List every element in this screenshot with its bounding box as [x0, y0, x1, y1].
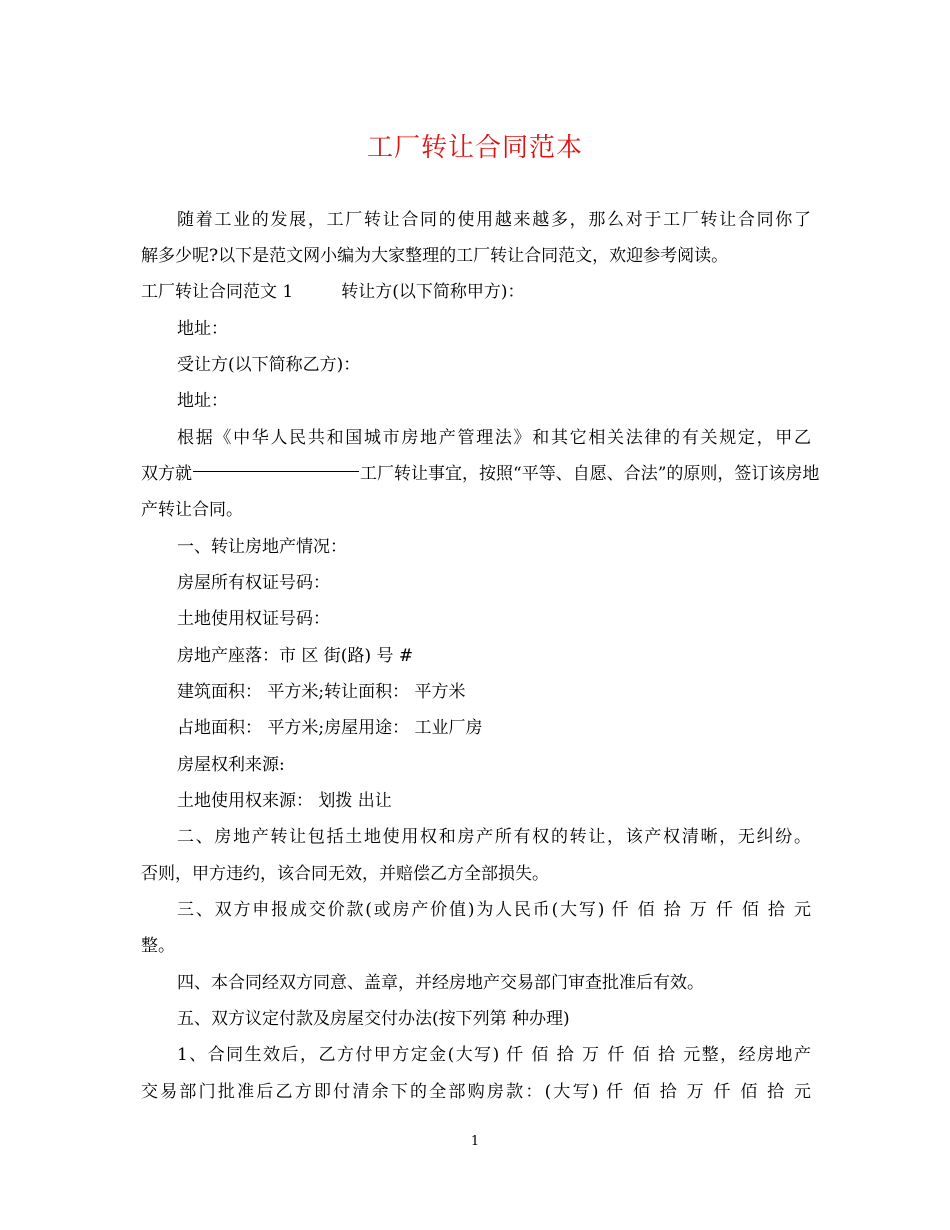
transferee-label: 受让方(以下简称乙方)：	[177, 355, 361, 375]
basis-line-2	[141, 461, 819, 487]
document-title: 工厂转让合同范本	[366, 133, 583, 163]
basis-line-1: 根据《中华人民共和国城市房地产管理法》和其它相关法律的有关规定，甲乙	[177, 428, 811, 448]
house-source-field: 房屋权利来源:	[177, 755, 285, 775]
basis-line-3: 产转让合同。	[141, 500, 243, 520]
location-field: 房地产座落：市 区 街(路) 号 #	[177, 646, 414, 666]
section-1-heading: 一、转让房地产情况：	[177, 537, 347, 557]
page-number: 1	[470, 1134, 480, 1149]
house-cert-field: 房屋所有权证号码：	[177, 573, 330, 593]
section-2-line-1: 二、房地产转让包括土地使用权和房产所有权的转让，该产权清晰，无纠纷。	[177, 827, 811, 847]
land-source-field: 土地使用权来源： 划拨 出让	[177, 791, 392, 811]
blank-underline	[193, 471, 359, 472]
address-label-2: 地址：	[177, 391, 228, 411]
section-2-line-2: 否则，甲方违约，该合同无效，并赔偿乙方全部损失。	[141, 864, 549, 884]
transferor-label: 转让方(以下简称甲方)：	[341, 282, 525, 302]
item-1-line-2: 交易部门批准后乙方即付清余下的全部购房款：(大写) 仟 佰 拾 万 仟 佰 拾 元	[141, 1082, 811, 1102]
basis-prefix: 双方就	[141, 464, 192, 484]
section-5-heading: 五、双方议定付款及房屋交付办法(按下列第 种办理)	[177, 1009, 570, 1029]
section-3-line-2: 整。	[141, 936, 175, 956]
section-4: 四、本合同经双方同意、盖章，并经房地产交易部门审查批准后有效。	[177, 973, 704, 993]
basis-suffix: 工厂转让事宜，按照“平等、自愿、合法”的原则，签订该房地	[360, 464, 820, 484]
intro-line-1: 随着工业的发展，工厂转让合同的使用越来越多，那么对于工厂转让合同你了	[177, 210, 811, 230]
sample-heading-line	[141, 279, 525, 305]
section-3-line-1: 三、双方申报成交价款(或房产价值)为人民币(大写) 仟 佰 拾 万 仟 佰 拾 元	[177, 900, 811, 920]
land-area-field: 占地面积： 平方米;房屋用途： 工业厂房	[177, 718, 483, 738]
address-label-1: 地址：	[177, 319, 228, 339]
item-1-line-1: 1、合同生效后，乙方付甲方定金(大写) 仟 佰 拾 万 仟 佰 拾 元整，经房地产	[177, 1045, 811, 1065]
building-area-field: 建筑面积： 平方米;转让面积： 平方米	[177, 682, 466, 702]
intro-line-2: 解多少呢?以下是范文网小编为大家整理的工厂转让合同范文，欢迎参考阅读。	[141, 246, 729, 266]
sample-label: 工厂转让合同范文 1	[141, 282, 294, 302]
land-cert-field: 土地使用权证号码：	[177, 609, 330, 629]
